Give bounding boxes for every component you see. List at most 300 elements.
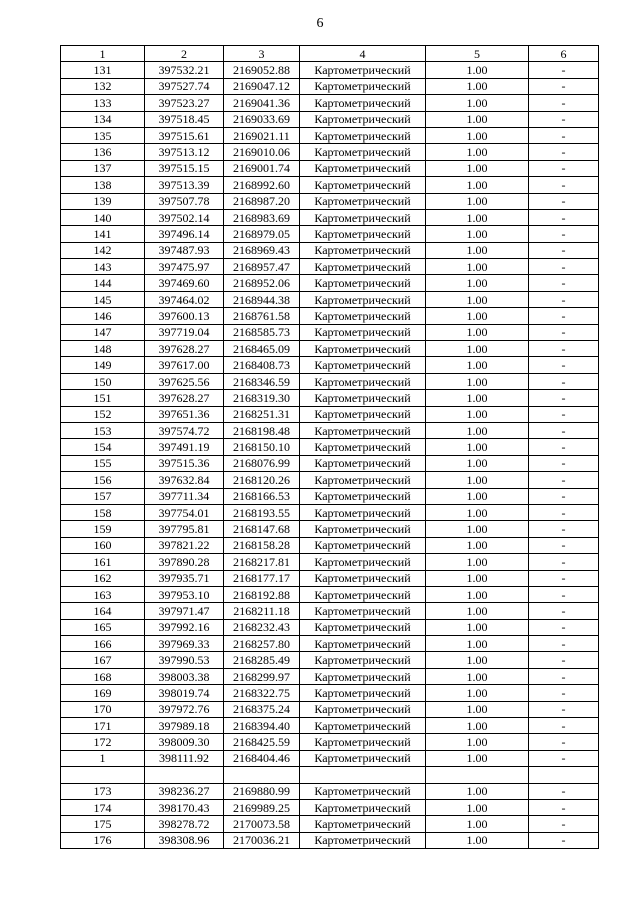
x-coordinate-cell: 397795.81 [145, 521, 224, 537]
column-header-x-coordinate: 2 [145, 46, 224, 62]
accuracy-cell: 1.00 [426, 603, 529, 619]
y-coordinate-cell: 2168979.05 [224, 226, 300, 242]
y-coordinate-cell: 2168192.88 [224, 586, 300, 602]
method-cell: Картометрический [300, 504, 426, 520]
table-row [61, 324, 599, 340]
point-number-cell: 151 [61, 390, 145, 406]
method-cell: Картометрический [300, 750, 426, 766]
accuracy-cell: 1.00 [426, 570, 529, 586]
y-coordinate-cell: 2168150.10 [224, 439, 300, 455]
accuracy-cell: 1.00 [426, 504, 529, 520]
y-coordinate-cell: 2168346.59 [224, 373, 300, 389]
method-cell: Картометрический [300, 652, 426, 668]
point-number-cell: 159 [61, 521, 145, 537]
table-row [61, 291, 599, 307]
y-coordinate-cell: 2168983.69 [224, 209, 300, 225]
table-row [61, 832, 599, 848]
x-coordinate-cell: 397574.72 [145, 422, 224, 438]
table-row [61, 537, 599, 553]
y-coordinate-cell: 2168076.99 [224, 455, 300, 471]
accuracy-cell: 1.00 [426, 275, 529, 291]
description-cell: - [529, 78, 599, 94]
table-row [61, 783, 599, 799]
table-row [61, 504, 599, 520]
accuracy-cell: 1.00 [426, 177, 529, 193]
x-coordinate-cell: 397719.04 [145, 324, 224, 340]
point-number-cell: 131 [61, 62, 145, 78]
point-number-cell: 161 [61, 554, 145, 570]
y-coordinate-cell: 2170073.58 [224, 816, 300, 832]
y-coordinate-cell: 2169033.69 [224, 111, 300, 127]
accuracy-cell: 1.00 [426, 341, 529, 357]
point-number-cell: 164 [61, 603, 145, 619]
y-coordinate-cell: 2168251.31 [224, 406, 300, 422]
y-coordinate-cell: 2170036.21 [224, 832, 300, 848]
method-cell: Картометрический [300, 619, 426, 635]
x-coordinate-cell: 397628.27 [145, 341, 224, 357]
method-cell: Картометрический [300, 718, 426, 734]
description-cell: - [529, 226, 599, 242]
x-coordinate-cell: 397507.78 [145, 193, 224, 209]
y-coordinate-cell: 2169021.11 [224, 127, 300, 143]
description-cell: - [529, 406, 599, 422]
method-cell [300, 767, 426, 783]
accuracy-cell: 1.00 [426, 422, 529, 438]
y-coordinate-cell: 2168408.73 [224, 357, 300, 373]
table-row [61, 570, 599, 586]
y-coordinate-cell: 2168166.53 [224, 488, 300, 504]
x-coordinate-cell [145, 767, 224, 783]
accuracy-cell: 1.00 [426, 619, 529, 635]
table-row [61, 701, 599, 717]
description-cell: - [529, 636, 599, 652]
point-number-cell: 145 [61, 291, 145, 307]
accuracy-cell: 1.00 [426, 291, 529, 307]
x-coordinate-cell: 397513.12 [145, 144, 224, 160]
point-number-cell: 176 [61, 832, 145, 848]
description-cell: - [529, 586, 599, 602]
y-coordinate-cell: 2168952.06 [224, 275, 300, 291]
y-coordinate-cell: 2169047.12 [224, 78, 300, 94]
description-cell: - [529, 439, 599, 455]
method-cell: Картометрический [300, 242, 426, 258]
method-cell: Картометрический [300, 160, 426, 176]
point-number-cell: 142 [61, 242, 145, 258]
description-cell: - [529, 718, 599, 734]
table-row [61, 603, 599, 619]
method-cell: Картометрический [300, 193, 426, 209]
table-row [61, 636, 599, 652]
method-cell: Картометрический [300, 177, 426, 193]
table-row [61, 439, 599, 455]
accuracy-cell: 1.00 [426, 455, 529, 471]
point-number-cell: 169 [61, 685, 145, 701]
table-row [61, 390, 599, 406]
point-number-cell: 174 [61, 799, 145, 815]
description-cell: - [529, 308, 599, 324]
table-row [61, 259, 599, 275]
description-cell: - [529, 488, 599, 504]
table-row [61, 750, 599, 766]
description-cell: - [529, 504, 599, 520]
column-header-accuracy: 5 [426, 46, 529, 62]
description-cell: - [529, 554, 599, 570]
description-cell: - [529, 537, 599, 553]
point-number-cell [61, 767, 145, 783]
x-coordinate-cell: 397496.14 [145, 226, 224, 242]
page-number: 6 [316, 16, 324, 31]
y-coordinate-cell: 2168158.28 [224, 537, 300, 553]
table-row [61, 242, 599, 258]
description-cell: - [529, 259, 599, 275]
description-cell: - [529, 783, 599, 799]
description-cell: - [529, 472, 599, 488]
method-cell: Картометрический [300, 308, 426, 324]
method-cell: Картометрический [300, 537, 426, 553]
method-cell: Картометрический [300, 472, 426, 488]
y-coordinate-cell: 2168957.47 [224, 259, 300, 275]
point-number-cell: 140 [61, 209, 145, 225]
x-coordinate-cell: 397532.21 [145, 62, 224, 78]
point-number-cell: 136 [61, 144, 145, 160]
x-coordinate-cell: 397953.10 [145, 586, 224, 602]
point-number-cell: 141 [61, 226, 145, 242]
table-row [61, 111, 599, 127]
y-coordinate-cell: 2169010.06 [224, 144, 300, 160]
x-coordinate-cell: 398236.27 [145, 783, 224, 799]
x-coordinate-cell: 397515.15 [145, 160, 224, 176]
x-coordinate-cell: 397628.27 [145, 390, 224, 406]
y-coordinate-cell: 2168193.55 [224, 504, 300, 520]
method-cell: Картометрический [300, 570, 426, 586]
method-cell: Картометрический [300, 127, 426, 143]
y-coordinate-cell: 2168211.18 [224, 603, 300, 619]
x-coordinate-cell: 397632.84 [145, 472, 224, 488]
point-number-cell: 154 [61, 439, 145, 455]
point-number-cell: 134 [61, 111, 145, 127]
y-coordinate-cell: 2168465.09 [224, 341, 300, 357]
column-header-y-coordinate: 3 [224, 46, 300, 62]
y-coordinate-cell: 2168299.97 [224, 668, 300, 684]
description-cell: - [529, 111, 599, 127]
method-cell: Картометрический [300, 455, 426, 471]
method-cell: Картометрический [300, 341, 426, 357]
method-cell: Картометрический [300, 603, 426, 619]
point-number-cell: 138 [61, 177, 145, 193]
x-coordinate-cell: 397527.74 [145, 78, 224, 94]
accuracy-cell: 1.00 [426, 62, 529, 78]
table-row [61, 472, 599, 488]
point-number-cell: 1 [61, 750, 145, 766]
point-number-cell: 137 [61, 160, 145, 176]
x-coordinate-cell: 398009.30 [145, 734, 224, 750]
description-cell: - [529, 455, 599, 471]
y-coordinate-cell: 2169041.36 [224, 95, 300, 111]
table-header [61, 46, 599, 62]
accuracy-cell: 1.00 [426, 193, 529, 209]
x-coordinate-cell: 398170.43 [145, 799, 224, 815]
table-row [61, 586, 599, 602]
description-cell: - [529, 177, 599, 193]
x-coordinate-cell: 397992.16 [145, 619, 224, 635]
table-row [61, 62, 599, 78]
point-number-cell: 172 [61, 734, 145, 750]
y-coordinate-cell: 2168257.80 [224, 636, 300, 652]
method-cell: Картометрический [300, 488, 426, 504]
method-cell: Картометрический [300, 62, 426, 78]
method-cell: Картометрический [300, 783, 426, 799]
table-row [61, 652, 599, 668]
table-row [61, 554, 599, 570]
accuracy-cell: 1.00 [426, 259, 529, 275]
point-number-cell: 175 [61, 816, 145, 832]
method-cell: Картометрический [300, 291, 426, 307]
y-coordinate-cell: 2168319.30 [224, 390, 300, 406]
point-number-cell: 162 [61, 570, 145, 586]
table-row [61, 275, 599, 291]
table-row [61, 127, 599, 143]
y-coordinate-cell: 2168322.75 [224, 685, 300, 701]
method-cell: Картометрический [300, 390, 426, 406]
accuracy-cell: 1.00 [426, 750, 529, 766]
table-row [61, 619, 599, 635]
y-coordinate-cell: 2169989.25 [224, 799, 300, 815]
column-header-description: 6 [529, 46, 599, 62]
x-coordinate-cell: 397617.00 [145, 357, 224, 373]
accuracy-cell: 1.00 [426, 636, 529, 652]
description-cell: - [529, 373, 599, 389]
x-coordinate-cell: 397890.28 [145, 554, 224, 570]
accuracy-cell: 1.00 [426, 554, 529, 570]
x-coordinate-cell: 397515.61 [145, 127, 224, 143]
accuracy-cell: 1.00 [426, 439, 529, 455]
description-cell: - [529, 521, 599, 537]
x-coordinate-cell: 398308.96 [145, 832, 224, 848]
y-coordinate-cell: 2168232.43 [224, 619, 300, 635]
method-cell: Картометрический [300, 586, 426, 602]
table-row [61, 521, 599, 537]
y-coordinate-cell: 2168585.73 [224, 324, 300, 340]
y-coordinate-cell: 2169052.88 [224, 62, 300, 78]
point-number-cell: 148 [61, 341, 145, 357]
method-cell: Картометрический [300, 357, 426, 373]
x-coordinate-cell: 397651.36 [145, 406, 224, 422]
point-number-cell: 133 [61, 95, 145, 111]
x-coordinate-cell: 397464.02 [145, 291, 224, 307]
y-coordinate-cell [224, 767, 300, 783]
description-cell: - [529, 619, 599, 635]
accuracy-cell: 1.00 [426, 783, 529, 799]
accuracy-cell: 1.00 [426, 406, 529, 422]
point-number-cell: 149 [61, 357, 145, 373]
x-coordinate-cell: 397487.93 [145, 242, 224, 258]
description-cell: - [529, 750, 599, 766]
coordinates-table [60, 45, 599, 849]
accuracy-cell: 1.00 [426, 472, 529, 488]
point-number-cell: 173 [61, 783, 145, 799]
table-row [61, 95, 599, 111]
table-row [61, 718, 599, 734]
column-header-method: 4 [300, 46, 426, 62]
accuracy-cell [426, 767, 529, 783]
accuracy-cell: 1.00 [426, 95, 529, 111]
table-row [61, 341, 599, 357]
accuracy-cell: 1.00 [426, 799, 529, 815]
x-coordinate-cell: 397989.18 [145, 718, 224, 734]
y-coordinate-cell: 2168944.38 [224, 291, 300, 307]
accuracy-cell: 1.00 [426, 521, 529, 537]
accuracy-cell: 1.00 [426, 390, 529, 406]
x-coordinate-cell: 397469.60 [145, 275, 224, 291]
accuracy-cell: 1.00 [426, 832, 529, 848]
description-cell: - [529, 275, 599, 291]
x-coordinate-cell: 397475.97 [145, 259, 224, 275]
description-cell: - [529, 209, 599, 225]
table-row [61, 373, 599, 389]
table-row [61, 488, 599, 504]
x-coordinate-cell: 397972.76 [145, 701, 224, 717]
method-cell: Картометрический [300, 324, 426, 340]
table-row [61, 422, 599, 438]
x-coordinate-cell: 397754.01 [145, 504, 224, 520]
description-cell [529, 767, 599, 783]
point-number-cell: 150 [61, 373, 145, 389]
point-number-cell: 160 [61, 537, 145, 553]
x-coordinate-cell: 397935.71 [145, 570, 224, 586]
y-coordinate-cell: 2168120.26 [224, 472, 300, 488]
accuracy-cell: 1.00 [426, 242, 529, 258]
description-cell: - [529, 62, 599, 78]
x-coordinate-cell: 397971.47 [145, 603, 224, 619]
accuracy-cell: 1.00 [426, 111, 529, 127]
y-coordinate-cell: 2168425.59 [224, 734, 300, 750]
x-coordinate-cell: 397969.33 [145, 636, 224, 652]
point-number-cell: 168 [61, 668, 145, 684]
accuracy-cell: 1.00 [426, 160, 529, 176]
description-cell: - [529, 652, 599, 668]
x-coordinate-cell: 397600.13 [145, 308, 224, 324]
description-cell: - [529, 324, 599, 340]
point-number-cell: 143 [61, 259, 145, 275]
description-cell: - [529, 144, 599, 160]
table-row [61, 406, 599, 422]
description-cell: - [529, 242, 599, 258]
table-row [61, 455, 599, 471]
method-cell: Картометрический [300, 275, 426, 291]
table-row [61, 144, 599, 160]
x-coordinate-cell: 397711.34 [145, 488, 224, 504]
description-cell: - [529, 832, 599, 848]
y-coordinate-cell: 2168394.40 [224, 718, 300, 734]
y-coordinate-cell: 2168147.68 [224, 521, 300, 537]
x-coordinate-cell: 398019.74 [145, 685, 224, 701]
point-number-cell: 132 [61, 78, 145, 94]
point-number-cell: 144 [61, 275, 145, 291]
method-cell: Картометрический [300, 554, 426, 570]
point-number-cell: 146 [61, 308, 145, 324]
x-coordinate-cell: 398111.92 [145, 750, 224, 766]
method-cell: Картометрический [300, 701, 426, 717]
y-coordinate-cell: 2169001.74 [224, 160, 300, 176]
accuracy-cell: 1.00 [426, 144, 529, 160]
table-row [61, 308, 599, 324]
description-cell: - [529, 734, 599, 750]
x-coordinate-cell: 397513.39 [145, 177, 224, 193]
method-cell: Картометрический [300, 685, 426, 701]
y-coordinate-cell: 2168177.17 [224, 570, 300, 586]
table-row [61, 193, 599, 209]
method-cell: Картометрический [300, 209, 426, 225]
description-cell: - [529, 685, 599, 701]
accuracy-cell: 1.00 [426, 652, 529, 668]
table-row [61, 685, 599, 701]
description-cell: - [529, 193, 599, 209]
x-coordinate-cell: 398003.38 [145, 668, 224, 684]
accuracy-cell: 1.00 [426, 209, 529, 225]
accuracy-cell: 1.00 [426, 127, 529, 143]
method-cell: Картометрический [300, 521, 426, 537]
header-row [61, 46, 599, 62]
accuracy-cell: 1.00 [426, 718, 529, 734]
accuracy-cell: 1.00 [426, 226, 529, 242]
table-row [61, 668, 599, 684]
method-cell: Картометрический [300, 439, 426, 455]
description-cell: - [529, 390, 599, 406]
description-cell: - [529, 422, 599, 438]
method-cell: Картометрический [300, 636, 426, 652]
x-coordinate-cell: 397491.19 [145, 439, 224, 455]
method-cell: Картометрический [300, 78, 426, 94]
y-coordinate-cell: 2168375.24 [224, 701, 300, 717]
x-coordinate-cell: 397821.22 [145, 537, 224, 553]
table-row [61, 78, 599, 94]
table-row [61, 357, 599, 373]
point-number-cell: 158 [61, 504, 145, 520]
y-coordinate-cell: 2168969.43 [224, 242, 300, 258]
description-cell: - [529, 341, 599, 357]
accuracy-cell: 1.00 [426, 537, 529, 553]
accuracy-cell: 1.00 [426, 701, 529, 717]
point-number-cell: 171 [61, 718, 145, 734]
description-cell: - [529, 603, 599, 619]
x-coordinate-cell: 397502.14 [145, 209, 224, 225]
point-number-cell: 167 [61, 652, 145, 668]
table-row [61, 209, 599, 225]
accuracy-cell: 1.00 [426, 668, 529, 684]
description-cell: - [529, 127, 599, 143]
table-row [61, 226, 599, 242]
x-coordinate-cell: 397523.27 [145, 95, 224, 111]
accuracy-cell: 1.00 [426, 685, 529, 701]
point-number-cell: 135 [61, 127, 145, 143]
accuracy-cell: 1.00 [426, 324, 529, 340]
point-number-cell: 147 [61, 324, 145, 340]
point-number-cell: 165 [61, 619, 145, 635]
description-cell: - [529, 668, 599, 684]
point-number-cell: 163 [61, 586, 145, 602]
method-cell: Картометрический [300, 95, 426, 111]
point-number-cell: 139 [61, 193, 145, 209]
accuracy-cell: 1.00 [426, 816, 529, 832]
accuracy-cell: 1.00 [426, 586, 529, 602]
accuracy-cell: 1.00 [426, 357, 529, 373]
method-cell: Картометрический [300, 406, 426, 422]
description-cell: - [529, 570, 599, 586]
table-row [61, 160, 599, 176]
method-cell: Картометрический [300, 259, 426, 275]
point-number-cell: 166 [61, 636, 145, 652]
accuracy-cell: 1.00 [426, 308, 529, 324]
